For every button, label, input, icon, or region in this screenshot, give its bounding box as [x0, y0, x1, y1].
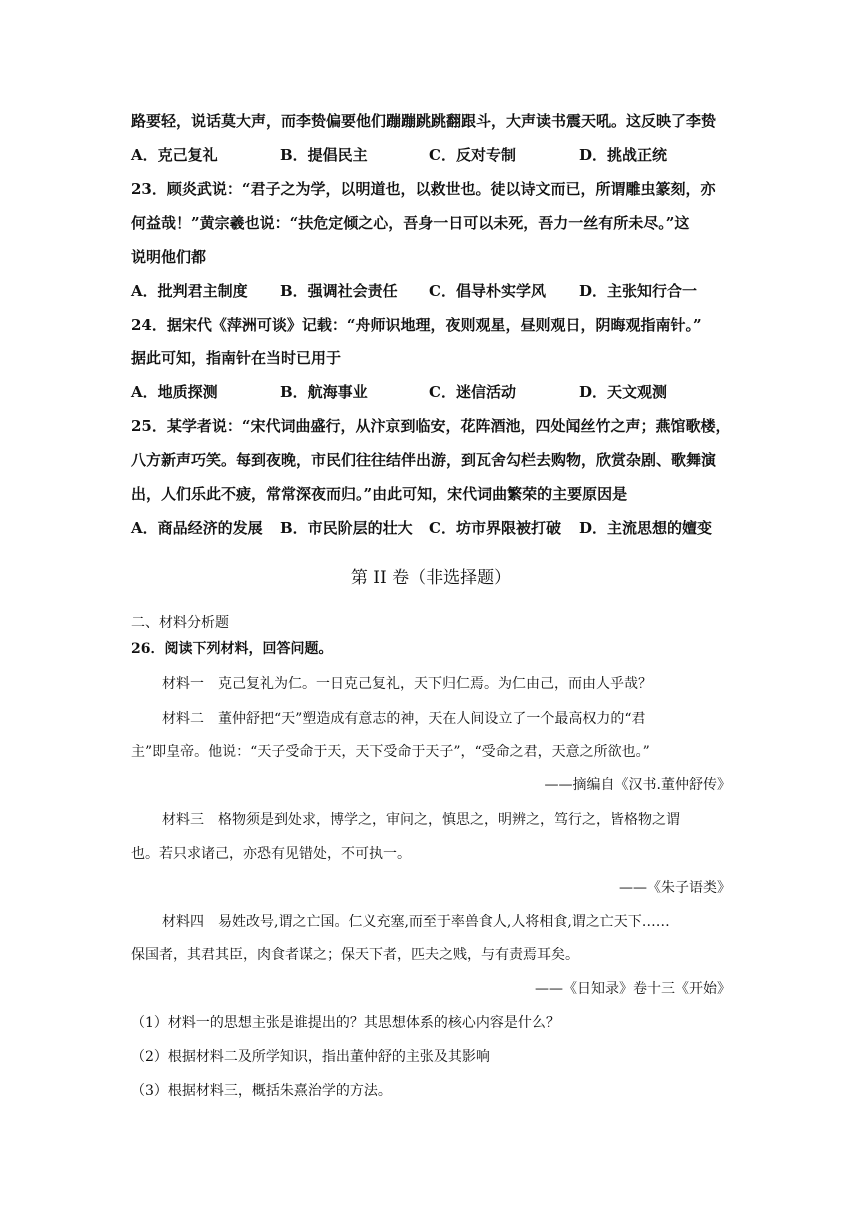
- q22-option-b: B．提倡民主: [280, 146, 368, 164]
- q23-stem-line-2: 何益哉！”黄宗羲也说：“扶危定倾之心，吾身一日可以未死，吾力一丝有所未尽。”这: [131, 214, 690, 232]
- sub-question-3: （3）根据材料三，概括朱熹治学的方法。: [131, 1083, 392, 1099]
- q22-option-d: D．挑战正统: [579, 146, 668, 164]
- material-2-source: ——摘编自《汉书.董仲舒传》: [544, 777, 731, 793]
- q23-stem-line-1: 23．顾炎武说：“君子之为学，以明道也，以救世也。徒以诗文而已，所谓雕虫篆刻，亦: [131, 180, 716, 198]
- material-4-line-1: 材料四 易姓改号,谓之亡国。仁义充塞,而至于率兽食人,人将相食,谓之亡天下……: [162, 914, 670, 930]
- q24-option-b: B．航海事业: [280, 383, 368, 401]
- q22-option-c: C．反对专制: [429, 146, 516, 164]
- q24-option-c: C．迷信活动: [429, 383, 516, 401]
- q24-option-d: D．天文观测: [579, 383, 668, 401]
- q25-stem-line-3: 出，人们乐此不疲，常常深夜而归。”由此可知，宋代词曲繁荣的主要原因是: [131, 485, 628, 503]
- q25-stem-line-2: 八方新声巧笑。每到夜晚，市民们往往结伴出游，到瓦舍勾栏去购物，欣赏杂剧、歌舞演: [131, 451, 717, 469]
- q25-option-d: D．主流思想的嬗变: [579, 519, 713, 537]
- section-heading: 二、材料分析题: [131, 615, 229, 631]
- q25-option-b: B．市民阶层的壮大: [280, 519, 413, 537]
- q23-option-b: B．强调社会责任: [280, 282, 398, 300]
- material-4-source: ——《日知录》卷十三《开始》: [535, 981, 731, 997]
- q23-option-c: C．倡导朴实学风: [429, 282, 546, 300]
- q22-option-a: A．克己复礼: [131, 146, 218, 164]
- part2-title: 第 II 卷（非选择题）: [350, 568, 512, 588]
- sub-question-2: （2）根据材料二及所学知识，指出董仲舒的主张及其影响: [131, 1049, 490, 1065]
- q25-option-a: A．商品经济的发展: [131, 519, 263, 537]
- q24-option-a: A．地质探测: [131, 383, 218, 401]
- q23-option-a: A．批判君主制度: [131, 282, 248, 300]
- material-2-line-1: 材料二 董仲舒把“天”塑造成有意志的神，天在人间设立了一个最高权力的“君: [162, 711, 646, 727]
- q23-stem-line-3: 说明他们都: [131, 248, 207, 266]
- q25-stem-line-1: 25．某学者说：“宋代词曲盛行，从汴京到临安，花阵酒池，四处闻丝竹之声；燕馆歌楼，: [131, 417, 731, 435]
- q24-stem-line-1: 24．据宋代《萍洲可谈》记载：“舟师识地理，夜则观星，昼则观日，阴晦观指南针。”: [131, 316, 702, 334]
- q23-option-d: D．主张知行合一: [579, 282, 698, 300]
- material-2-line-2: 主”即皇帝。他说：“天子受命于天，天下受命于天子”，“受命之君，天意之所欲也。”: [131, 744, 650, 760]
- material-1: 材料一 克己复礼为仁。一日克己复礼，天下归仁焉。为仁由己，而由人乎哉？: [162, 676, 652, 692]
- material-3-line-1: 材料三 格物须是到处求，博学之，审问之，慎思之，明辨之，笃行之，皆格物之谓: [162, 812, 680, 828]
- q25-option-c: C．坊市界限被打破: [429, 519, 561, 537]
- q26-intro: 26．阅读下列材料，回答问题。: [131, 641, 333, 657]
- material-3-source: ——《朱子语类》: [619, 880, 731, 896]
- material-3-line-2: 也。若只求诸己，亦恐有见错处，不可执一。: [131, 846, 411, 862]
- q24-stem-line-2: 据此可知，指南针在当时已用于: [131, 349, 342, 367]
- material-4-line-2: 保国者，其君其臣，肉食者谋之；保天下者，匹夫之贱，与有责焉耳矣。: [131, 947, 579, 963]
- sub-question-1: （1）材料一的思想主张是谁提出的？其思想体系的核心内容是什么？: [131, 1015, 560, 1031]
- q22-stem-tail: 路要轻，说话莫大声，而李贽偏要他们蹦蹦跳跳翻跟斗，大声读书震天吼。这反映了李贽: [131, 112, 717, 130]
